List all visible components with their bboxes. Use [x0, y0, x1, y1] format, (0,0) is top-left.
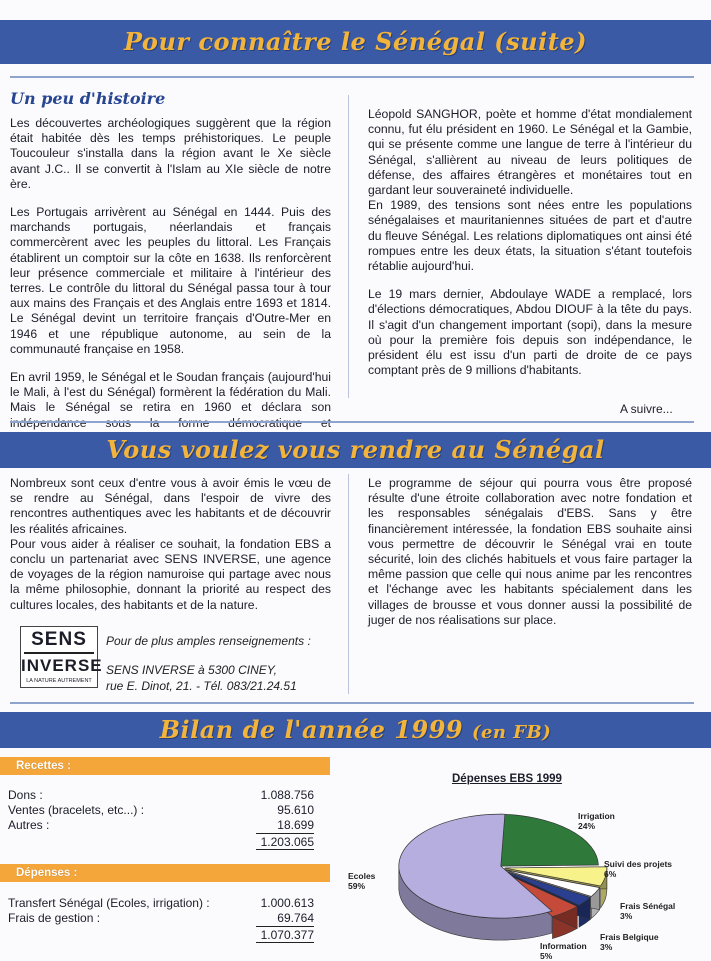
- recettes-total: 1.203.065: [256, 835, 314, 850]
- pie-label-frais-senegal: [620, 901, 675, 921]
- pie-label-text: Frais Belgique: [600, 932, 659, 942]
- pie-label-information: [540, 941, 587, 961]
- chart-title: Dépenses EBS 1999: [452, 773, 562, 785]
- section2-banner: [0, 432, 711, 468]
- section3-title-main: Bilan de l'année 1999: [159, 715, 464, 744]
- pie-label-text: Suivi des projets: [604, 859, 673, 869]
- row-value: 69.764: [277, 911, 314, 925]
- table-row: [8, 911, 314, 926]
- pie-label-pct: 59%: [348, 881, 366, 891]
- section2-right-column: [368, 476, 692, 628]
- info-phone: rue E. Dinot, 21. - Tél. 083/21.24.51: [106, 679, 297, 693]
- section3-title-suffix: (en FB): [471, 722, 552, 743]
- divider: [10, 702, 694, 704]
- section2-left-column: [10, 476, 331, 613]
- table-row: [8, 818, 314, 833]
- recettes-header: Recettes :: [0, 757, 330, 775]
- logo-text: SENS: [31, 629, 87, 650]
- subtotal-line: [256, 833, 314, 834]
- row-label: Transfert Sénégal (Ecoles, irrigation) :: [8, 896, 210, 910]
- divider: [10, 421, 694, 423]
- section1-subtitle: Un peu d'histoire: [10, 89, 166, 108]
- pie-label-pct: 6%: [604, 869, 617, 879]
- logo-bar: [24, 652, 94, 654]
- row-value: 1.088.756: [260, 788, 314, 802]
- row-label: Dons :: [8, 788, 43, 802]
- pie-label-suivi: [604, 859, 672, 879]
- paragraph: Léopold SANGHOR, poète et homme d'état mondialement connu, fut élu président en 1960. Le Sénégal et la Gambie, qui se présente comme une langue de terre à l'intérieur du Sénégal, s'allièrent au niveau de leurs politiques de défense, des affaires étrangères et monétaires tout en gardant leur souveraineté individuelle.: [368, 107, 692, 198]
- depenses-header: Dépenses :: [0, 864, 330, 882]
- paragraph: En 1989, des tensions sont nées entre les populations sénégalaises et mauritaniennes situées de part et d'autre du fleuve Sénégal. Les relations diplomatiques ont ainsi été rompues entre les deux états, la situation s'étant toutefois rétablie aujourd'hui.: [368, 198, 692, 274]
- paragraph: Le 19 mars dernier, Abdoulaye WADE a remplacé, lors d'élections démocratiques, Abdou DIOUF à la tête du pays. Il s'agit d'un changement important (sopi), dans la mesure où pour la première fois depuis son indépendance, le président élu est issu d'un parti de droite de ce pays comptant près de 9 millions d'habitants.: [368, 287, 692, 378]
- pie-label-irrigation: [578, 811, 615, 831]
- row-value: 95.610: [277, 803, 314, 817]
- pie-label-frais-belgique: [600, 932, 659, 952]
- row-label: Ventes (bracelets, etc...) :: [8, 803, 145, 817]
- row-label: Frais de gestion :: [8, 911, 101, 925]
- section1-right-column: [368, 107, 692, 391]
- info-address: SENS INVERSE à 5300 CINEY,: [106, 663, 277, 677]
- sens-inverse-logo: [20, 626, 103, 688]
- section1-title: Pour connaître le Sénégal (suite): [124, 27, 587, 56]
- section1-banner: [0, 20, 711, 64]
- section1-left-column: [10, 116, 331, 459]
- table-row: [8, 896, 314, 911]
- logo-tagline: LA NATURE AUTREMENT: [26, 678, 92, 684]
- depenses-total: 1.070.377: [256, 928, 314, 943]
- pie-label-text: Ecoles: [348, 871, 376, 881]
- subtotal-line: [256, 926, 314, 927]
- paragraph: Les découvertes archéologiques suggèrent que la région était habitée dès les temps préhistoriques. Le peuple Toucouleur s'installa dans la région avant le Xe siècle avant J.C.. Il se convertit à l'Islam au XIe siècle de notre ère.: [10, 116, 331, 191]
- paragraph: Le programme de séjour qui pourra vous être proposé résulte d'une étroite collaboration avec notre fondation et les responsables sénégalais d'EBS. Sans y être financièrement intéressée, la fondation EBS souhaite ainsi vous permettre de découvrir le Sénégal vrai en toute sécurité, loin des clichés habituels et vous faire partager la même passion que celle qui nous anime par les rencontres et l'échange avec les habitants spécialement dans les villages de brousse et vous donner aussi la possibilité de juger de nos réalisations sur place.: [368, 476, 692, 627]
- table-row: [8, 803, 314, 818]
- column-divider: [348, 474, 349, 694]
- section2-title: Vous voulez vous rendre au Sénégal: [106, 435, 605, 464]
- paragraph: Pour vous aider à réaliser ce souhait, la fondation EBS a conclu un partenariat avec SENS INVERSE, une agence de voyages de la région namuroise qui partage avec nous la même philosophie, donnant la priorité au respect des cultures locales, des habitants et de la nature.: [10, 536, 331, 612]
- logo-text: INVERSE: [21, 656, 103, 675]
- paragraph: En avril 1959, le Sénégal et le Soudan français (aujourd'hui le Mali, à l'est du Sénégal) formèrent la fédération du Mali. Mais le Sénégal se retira en 1960 et déclara son: [10, 370, 331, 415]
- row-value: 1.000.613: [260, 896, 314, 910]
- row-value: 18.699: [277, 818, 314, 832]
- column-divider: [348, 95, 349, 398]
- section3-title: [0, 715, 711, 744]
- pie-label-text: Information: [540, 941, 587, 951]
- pie-label-ecoles: [348, 871, 375, 891]
- paragraph: Les Portugais arrivèrent au Sénégal en 1444. Puis des marchands portugais, néerlandais et français commercèrent avec les peuples du littoral. Les Français établirent un comptoir sur la côte en 1638. Ils renforcèrent leur présence commerciale et militaire à l'intérieur des terres. Le contrôle du littoral du Sénégal passa tour à tour aux mains des Français et des Anglais entre 1693 et 1814. Le Sénégal devint un territoire français d'Outre-Mer en 1946 et une république autonome, au sein de la communauté française en 1958.: [10, 205, 331, 356]
- table-row: [8, 788, 314, 803]
- section3-banner: [0, 712, 711, 748]
- pie-label-text: Irrigation: [578, 811, 615, 821]
- info-heading: Pour de plus amples renseignements :: [106, 634, 311, 648]
- paragraph: Nombreux sont ceux d'entre vous à avoir émis le vœu de se rendre au Sénégal, dans l'espoir de vivre des rencontres authentiques avec les habitants et de découvrir les réalités africaines.: [10, 476, 331, 536]
- divider: [10, 76, 694, 78]
- pie-label-text: Frais Sénégal: [620, 901, 676, 911]
- pie-label-pct: 3%: [620, 911, 633, 921]
- continued-note: A suivre...: [620, 402, 673, 416]
- pie-label-pct: 3%: [600, 942, 613, 952]
- row-label: Autres :: [8, 818, 50, 832]
- pie-label-pct: 5%: [540, 951, 553, 961]
- pie-label-pct: 24%: [578, 821, 596, 831]
